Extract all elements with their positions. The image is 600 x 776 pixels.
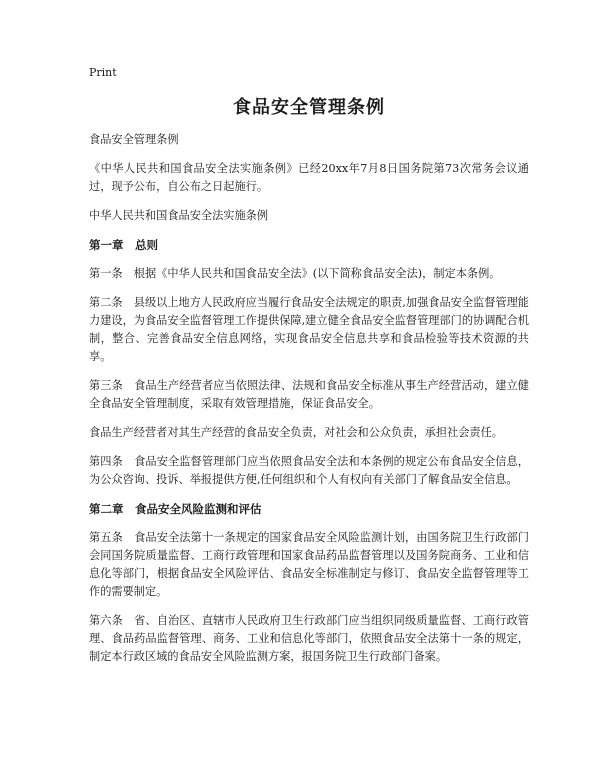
chapter-heading-2: 第二章 食品安全风险监测和评估 [89,502,262,516]
announcement-paragraph: 《中华人民共和国食品安全法实施条例》已经20xx年7月8日国务院第73次常务会议通过，现予公布，自公布之日起施行。 [89,162,529,193]
print-label[interactable]: Print [89,66,117,79]
regulation-name: 中华人民共和国食品安全法实施条例 [89,209,269,222]
article-5: 第五条 食品安全法第十一条规定的国家食品安全风险监测计划，由国务院卫生行政部门会同国务院质量监督、工商行政管理和国家食品药品监督管理以及国务院商务、工业和信息化等部门，根据食品安全风险评估、食品安全标准制定与修订、食品安全监督管理等工作的需要制定。 [89,531,529,598]
article-4: 第四条 食品安全监督管理部门应当依照食品安全法和本条例的规定公布食品安全信息，为公众咨询、投诉、举报提供方便,任何组织和个人有权向有关部门了解食品安全信息。 [89,455,529,486]
article-3: 第三条 食品生产经营者应当依照法律、法规和食品安全标准从事生产经营活动，建立健全食品安全管理制度，采取有效管理措施，保证食品安全。 [89,379,529,410]
document-page [89,66,529,677]
doc-subtitle: 食品安全管理条例 [89,133,179,146]
article-6: 第六条 省、自治区、直辖市人民政府卫生行政部门应当组织同级质量监督、工商行政管理、食品药品监督管理、商务、工业和信息化等部门，依照食品安全法第十一条的规定，制定本行政区域的食品安全风险监测方案，报国务院卫生行政部门备案。 [89,614,529,663]
article-1: 第一条 根据《中华人民共和国食品安全法》(以下简称食品安全法)，制定本条例。 [89,267,501,280]
page-title: 食品安全管理条例 [233,97,385,118]
article-3-continued: 食品生产经营者对其生产经营的食品安全负责，对社会和公众负责，承担社会责任。 [89,426,503,439]
chapter-heading-1: 第一章 总则 [89,238,158,252]
article-2: 第二条 县级以上地方人民政府应当履行食品安全法规定的职责,加强食品安全监督管理能力建设，为食品安全监督管理工作提供保障,建立健全食品安全监督管理部门的协调配合机制，整合、完善食品安全信息网络，实现食品安全信息共享和食品检验等技术资源的共享。 [89,296,529,363]
